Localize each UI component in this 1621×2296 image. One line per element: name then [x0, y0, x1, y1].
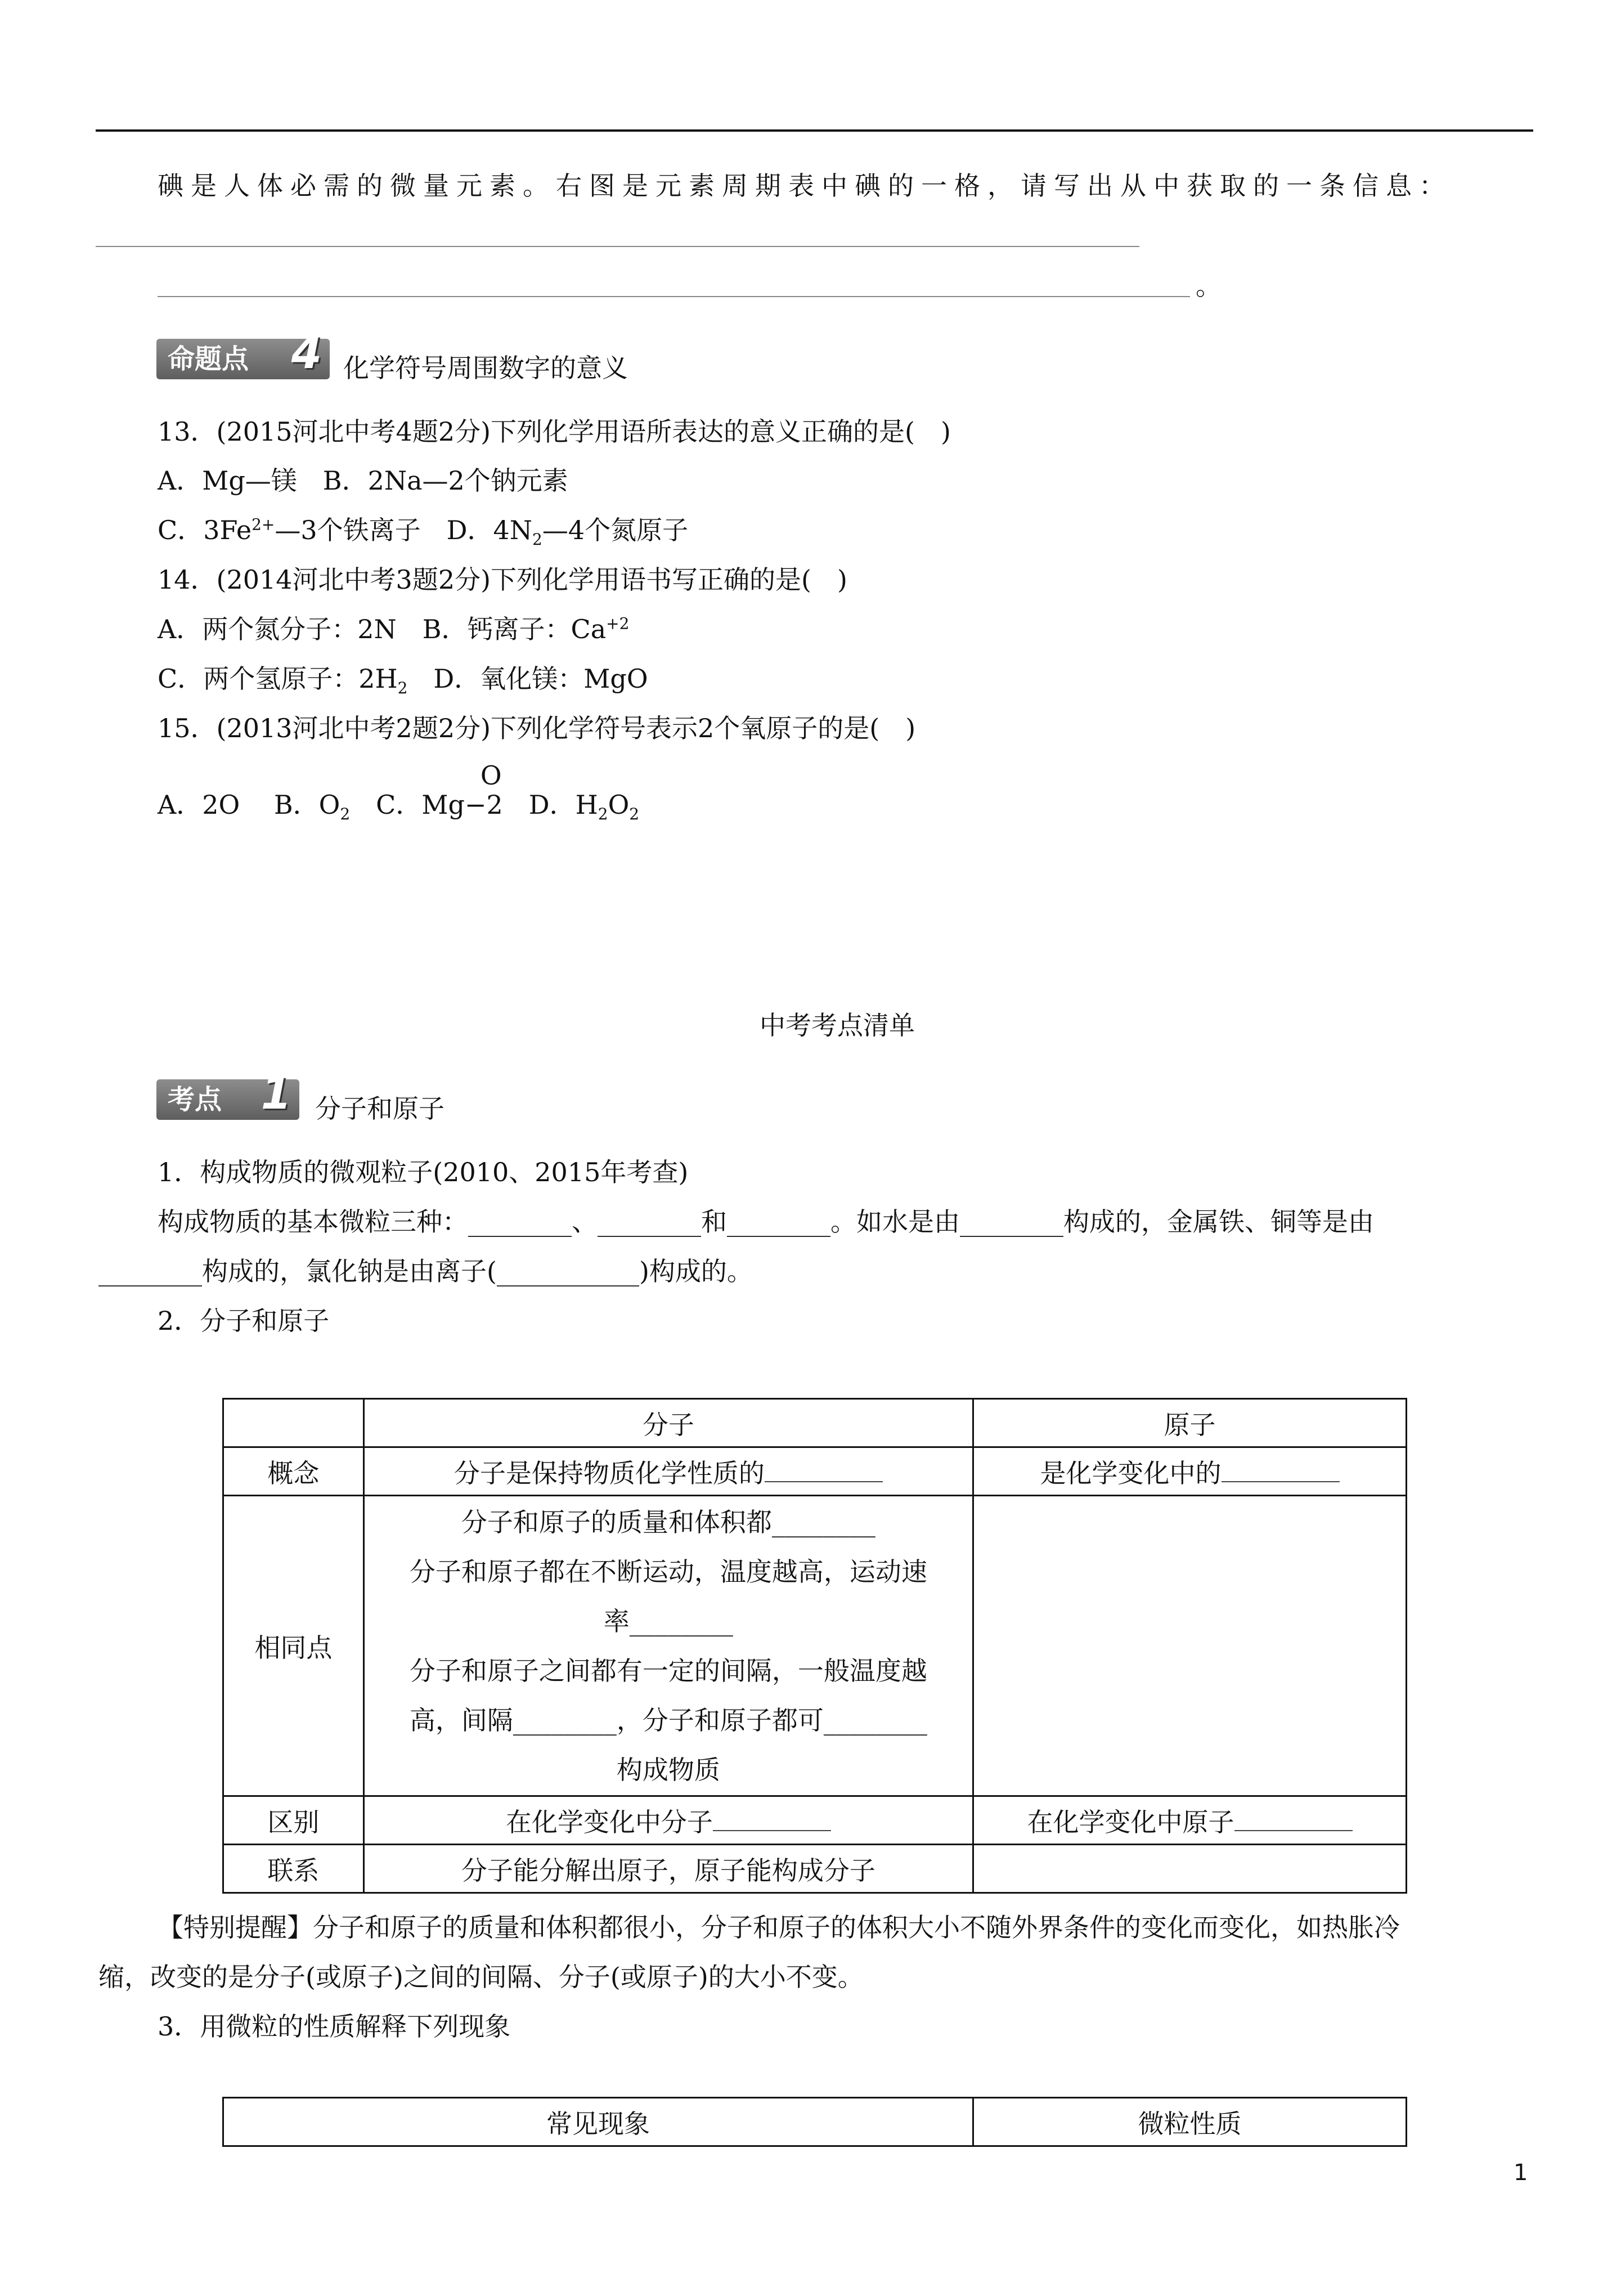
same-line: 分子和原子的质量和体积都________ [461, 1506, 875, 1537]
blank [713, 1808, 831, 1831]
topic-title: 化学符号周围数字的意义 [343, 353, 628, 383]
diff-atom: 在化学变化中原子 [973, 1796, 1407, 1845]
reminder-line-1: 【特别提醒】分子和原子的质量和体积都很小，分子和原子的体积大小不随外界条件的变化而变化，如热胀冷 [158, 1912, 1400, 1943]
topic-badge: 命题点 4 [156, 339, 330, 379]
page-number: 1 [1514, 2160, 1528, 2186]
row-label-diff: 区别 [223, 1796, 364, 1845]
table-header-blank [223, 1399, 364, 1447]
item-2-title: 2．分子和原子 [158, 1306, 330, 1336]
row-label-concept: 概念 [223, 1447, 364, 1496]
answer-end-mark: 。 [1196, 271, 1222, 301]
blank [1234, 1808, 1353, 1831]
same-line: 分子和原子之间都有一定的间隔，一般温度越 [409, 1655, 927, 1686]
question-15-options: A．2O B．$O_2$ C．Mg O −2 D．$H_2O_2$ [158, 760, 640, 824]
answer-line-1 [96, 246, 1139, 247]
answer-line-2 [158, 296, 1190, 297]
table-header-phenomenon: 常见现象 [223, 2098, 973, 2146]
question-13-options-cd: C．$3Fe^{2+}—3$个铁离子 D．$4N_2—4$个氮原子 [158, 515, 689, 549]
relation-molecule: 分子能分解出原子，原子能构成分子 [363, 1845, 973, 1893]
question-13-stem: 13．(2015河北中考4题2分)下列化学用语所表达的意义正确的是( ) [158, 416, 951, 447]
same-atom [973, 1496, 1407, 1796]
relation-atom [973, 1845, 1407, 1893]
item-3-title: 3．用微粒的性质解释下列现象 [158, 2011, 511, 2042]
concept-molecule: 分子是保持物质化学性质的 [363, 1447, 973, 1496]
question-14-options-ab: A．两个氮分子：2N B．钙离子：$Ca^{+2}$ [158, 614, 630, 644]
table-header-atom: 原子 [973, 1399, 1407, 1447]
same-line: 高，间隔________，分子和原子都可________ [409, 1705, 927, 1736]
question-15-stem: 15．(2013河北中考2题2分)下列化学符号表示2个氧原子的是( ) [158, 713, 916, 743]
row-label-same: 相同点 [223, 1496, 364, 1796]
phenomena-table [222, 2097, 1407, 2147]
same-molecule [363, 1496, 973, 1796]
top-rule [96, 129, 1533, 132]
blank [1222, 1459, 1340, 1482]
diff-molecule: 在化学变化中分子 [363, 1796, 973, 1845]
same-line: 构成物质 [616, 1754, 720, 1785]
keypoint-badge: 考点 1 [156, 1079, 299, 1120]
item-1-title: 1．构成物质的微观粒子(2010、2015年考查) [158, 1157, 689, 1187]
row-label-relation: 联系 [223, 1845, 364, 1893]
same-line: 率________ [603, 1606, 733, 1636]
table-header-property: 微粒性质 [973, 2098, 1407, 2146]
concept-atom: 是化学变化中的 [973, 1447, 1407, 1496]
item-1-line-2: ________构成的，氯化钠是由离子(___________)构成的。 [98, 1256, 753, 1286]
question-14-stem: 14．(2014河北中考3题2分)下列化学用语书写正确的是( ) [158, 564, 847, 595]
blank [765, 1459, 883, 1482]
same-line: 分子和原子都在不断运动，温度越高，运动速 [409, 1556, 927, 1587]
question-14-options-cd: C．两个氢原子：$2H_2$ D．氧化镁：MgO [158, 663, 648, 698]
reminder-line-2: 缩，改变的是分子(或原子)之间的间隔、分子(或原子)的大小不变。 [98, 1962, 864, 1992]
keypoint-title: 分子和原子 [315, 1093, 444, 1124]
molecule-atom-table [222, 1398, 1407, 1894]
section-title: 中考考点清单 [760, 1010, 915, 1041]
question-13-options-ab: A．Mg—镁 B．2Na—2个钠元素 [158, 465, 568, 496]
table-header-molecule: 分子 [363, 1399, 973, 1447]
item-1-line-1: 构成物质的基本微粒三种：________、________和________。如水是由________构成的，金属铁、铜等是由 [158, 1207, 1374, 1237]
intro-line: 碘是人体必需的微量元素。右图是元素周期表中碘的一格，请写出从中获取的一条信息： [158, 171, 1452, 201]
